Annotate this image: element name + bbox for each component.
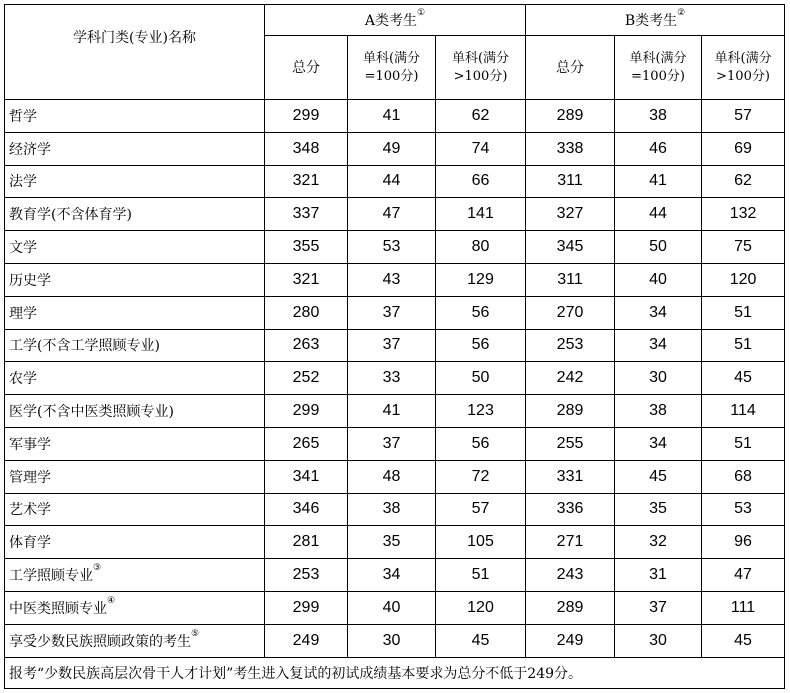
a-singleover-cell: 51 [436,559,526,592]
footnote-text: 报考“少数民族高层次骨干人才计划”考生进入复试的初试成绩基本要求为总分不低于249分。 [5,657,785,688]
b-single100-line2: =100分) [631,68,685,84]
a-single100-cell: 37 [348,427,436,460]
score-requirements-table [4,4,785,689]
group-a-header [265,5,526,36]
a-single100-cell: 44 [348,165,436,198]
b-singleover-cell: 68 [702,460,785,493]
category-name [5,231,265,264]
a-total-cell: 346 [265,493,348,526]
b-total-cell: 289 [526,395,615,428]
b-single100-cell: 32 [615,526,702,559]
a-total-cell: 281 [265,526,348,559]
b-total-header [526,36,615,100]
b-single100-cell: 31 [615,559,702,592]
a-single100-cell: 34 [348,559,436,592]
a-singleover-cell: 56 [436,427,526,460]
a-total-cell: 265 [265,427,348,460]
category-name-text: 文学 [9,240,37,257]
a-single100-cell: 41 [348,395,436,428]
table-row [5,559,785,592]
category-name [5,526,265,559]
b-single100-line1: 单科(满分 [629,50,687,66]
a-total-cell: 249 [265,624,348,657]
table-row [5,526,785,559]
a-singleover-cell: 57 [436,493,526,526]
b-single100-cell: 44 [615,198,702,231]
category-footnote-mark: ⑤ [191,628,200,639]
a-singleover-header [436,36,526,100]
category-name-text: 医学(不含中医类照顾专业) [9,404,174,421]
b-total-cell: 289 [526,100,615,133]
table-row [5,624,785,657]
table-row [5,198,785,231]
category-name-text: 工学照顾专业 [9,568,93,585]
a-singleover-line1: 单科(满分 [451,50,510,66]
a-single100-cell: 37 [348,296,436,329]
a-singleover-cell: 45 [436,624,526,657]
b-singleover-cell: 53 [702,493,785,526]
category-name-text: 军事学 [9,436,51,453]
category-footnote-mark: ③ [93,563,102,574]
category-name-text: 体育学 [9,535,51,552]
category-name [5,460,265,493]
a-singleover-cell: 80 [436,231,526,264]
a-single100-cell: 30 [348,624,436,657]
b-total-cell: 289 [526,591,615,624]
a-single100-cell: 33 [348,362,436,395]
b-total-cell: 338 [526,132,615,165]
b-single100-cell: 46 [615,132,702,165]
table-row [5,395,785,428]
category-name [5,362,265,395]
category-name-text: 历史学 [9,272,51,289]
b-single100-cell: 38 [615,100,702,133]
category-name [5,395,265,428]
b-total-cell: 311 [526,165,615,198]
a-singleover-cell: 72 [436,460,526,493]
a-singleover-cell: 56 [436,329,526,362]
a-total-cell: 321 [265,165,348,198]
category-name [5,329,265,362]
table-row [5,362,785,395]
b-singleover-header [702,36,785,100]
b-singleover-cell: 47 [702,559,785,592]
category-name-text: 管理学 [9,469,51,486]
b-single100-cell: 34 [615,329,702,362]
b-single100-cell: 37 [615,591,702,624]
b-single100-cell: 45 [615,460,702,493]
a-singleover-cell: 105 [436,526,526,559]
table-row [5,231,785,264]
b-single100-header [615,36,702,100]
category-name-text: 经济学 [9,141,51,158]
b-total-cell: 336 [526,493,615,526]
table-row [5,329,785,362]
a-singleover-cell: 129 [436,263,526,296]
a-single100-cell: 49 [348,132,436,165]
category-name-text: 中医类照顾专业 [9,600,107,617]
a-single100-cell: 47 [348,198,436,231]
b-singleover-cell: 120 [702,263,785,296]
a-single100-cell: 48 [348,460,436,493]
category-name [5,263,265,296]
category-name-text: 艺术学 [9,502,51,519]
group-b-header [526,5,785,36]
b-total-cell: 249 [526,624,615,657]
a-total-cell: 263 [265,329,348,362]
group-b-label: B类考生 [624,13,678,29]
b-total-cell: 331 [526,460,615,493]
a-total-header [265,36,348,100]
b-singleover-cell: 75 [702,231,785,264]
a-singleover-cell: 66 [436,165,526,198]
b-single100-cell: 40 [615,263,702,296]
table-row [5,427,785,460]
a-total-cell: 355 [265,231,348,264]
category-name [5,624,265,657]
table-row [5,100,785,133]
category-footnote-mark: ④ [107,595,116,606]
b-single100-cell: 34 [615,427,702,460]
group-a-label: A类考生 [364,13,418,29]
b-total-cell: 255 [526,427,615,460]
b-total-cell: 270 [526,296,615,329]
a-singleover-cell: 74 [436,132,526,165]
category-name-text: 理学 [9,305,37,322]
table-row [5,165,785,198]
a-singleover-cell: 62 [436,100,526,133]
a-singleover-line2: >100分) [453,68,508,84]
a-single100-line1: 单科(满分 [362,50,421,66]
a-single100-cell: 43 [348,263,436,296]
a-single100-cell: 41 [348,100,436,133]
a-total-cell: 337 [265,198,348,231]
a-total-cell: 253 [265,559,348,592]
a-total-cell: 348 [265,132,348,165]
table-row [5,263,785,296]
a-singleover-cell: 141 [436,198,526,231]
a-total-cell: 321 [265,263,348,296]
b-singleover-cell: 111 [702,591,785,624]
a-total-cell: 299 [265,591,348,624]
a-total-cell: 299 [265,100,348,133]
a-total-cell: 252 [265,362,348,395]
b-single100-cell: 41 [615,165,702,198]
b-total-cell: 327 [526,198,615,231]
b-single100-cell: 30 [615,362,702,395]
a-single100-cell: 35 [348,526,436,559]
group-a-footnote-mark: ① [417,8,426,18]
b-singleover-cell: 114 [702,395,785,428]
b-singleover-cell: 69 [702,132,785,165]
table-row [5,493,785,526]
b-total-cell: 253 [526,329,615,362]
b-singleover-cell: 45 [702,624,785,657]
b-singleover-cell: 51 [702,296,785,329]
b-total-cell: 311 [526,263,615,296]
b-single100-cell: 30 [615,624,702,657]
table-row [5,460,785,493]
category-name-text: 工学(不含工学照顾专业) [9,338,160,355]
a-total-cell: 299 [265,395,348,428]
table-row [5,591,785,624]
header-row-groups [5,5,785,36]
category-name [5,100,265,133]
category-name-text: 法学 [9,174,37,191]
b-single100-cell: 34 [615,296,702,329]
a-single100-cell: 38 [348,493,436,526]
category-name [5,132,265,165]
category-name-text: 哲学 [9,108,37,125]
category-name-header-text: 学科门类(专业)名称 [73,30,196,46]
b-singleover-cell: 51 [702,329,785,362]
category-name-text: 农学 [9,371,37,388]
b-total-cell: 243 [526,559,615,592]
b-total-cell: 242 [526,362,615,395]
footnote-row [5,657,785,688]
category-name [5,493,265,526]
b-total-cell: 271 [526,526,615,559]
a-single100-line2: =100分) [364,68,419,84]
a-total-cell: 280 [265,296,348,329]
category-name-text: 享受少数民族照顾政策的考生 [9,633,191,650]
b-total-header-text: 总分 [556,59,585,76]
category-name-header [5,5,265,100]
b-single100-cell: 38 [615,395,702,428]
a-singleover-cell: 56 [436,296,526,329]
category-name [5,559,265,592]
category-name-text: 教育学(不含体育学) [9,207,132,224]
a-single100-header [348,36,436,100]
b-single100-cell: 50 [615,231,702,264]
category-name [5,198,265,231]
a-total-cell: 341 [265,460,348,493]
b-single100-cell: 35 [615,493,702,526]
b-singleover-cell: 57 [702,100,785,133]
category-name [5,165,265,198]
b-singleover-cell: 51 [702,427,785,460]
b-total-cell: 345 [526,231,615,264]
b-singleover-cell: 62 [702,165,785,198]
b-singleover-cell: 45 [702,362,785,395]
a-singleover-cell: 50 [436,362,526,395]
b-singleover-cell: 132 [702,198,785,231]
table-row [5,132,785,165]
category-name [5,427,265,460]
a-singleover-cell: 123 [436,395,526,428]
a-single100-cell: 37 [348,329,436,362]
a-single100-cell: 40 [348,591,436,624]
category-name [5,591,265,624]
b-singleover-line2: >100分) [716,68,770,84]
score-table-container [4,4,785,689]
a-single100-cell: 53 [348,231,436,264]
group-b-footnote-mark: ② [677,8,686,18]
table-row [5,296,785,329]
b-singleover-line1: 单科(满分 [714,50,772,66]
table-body [5,100,785,689]
b-singleover-cell: 96 [702,526,785,559]
a-singleover-cell: 120 [436,591,526,624]
a-total-header-text: 总分 [292,59,320,76]
category-name [5,296,265,329]
